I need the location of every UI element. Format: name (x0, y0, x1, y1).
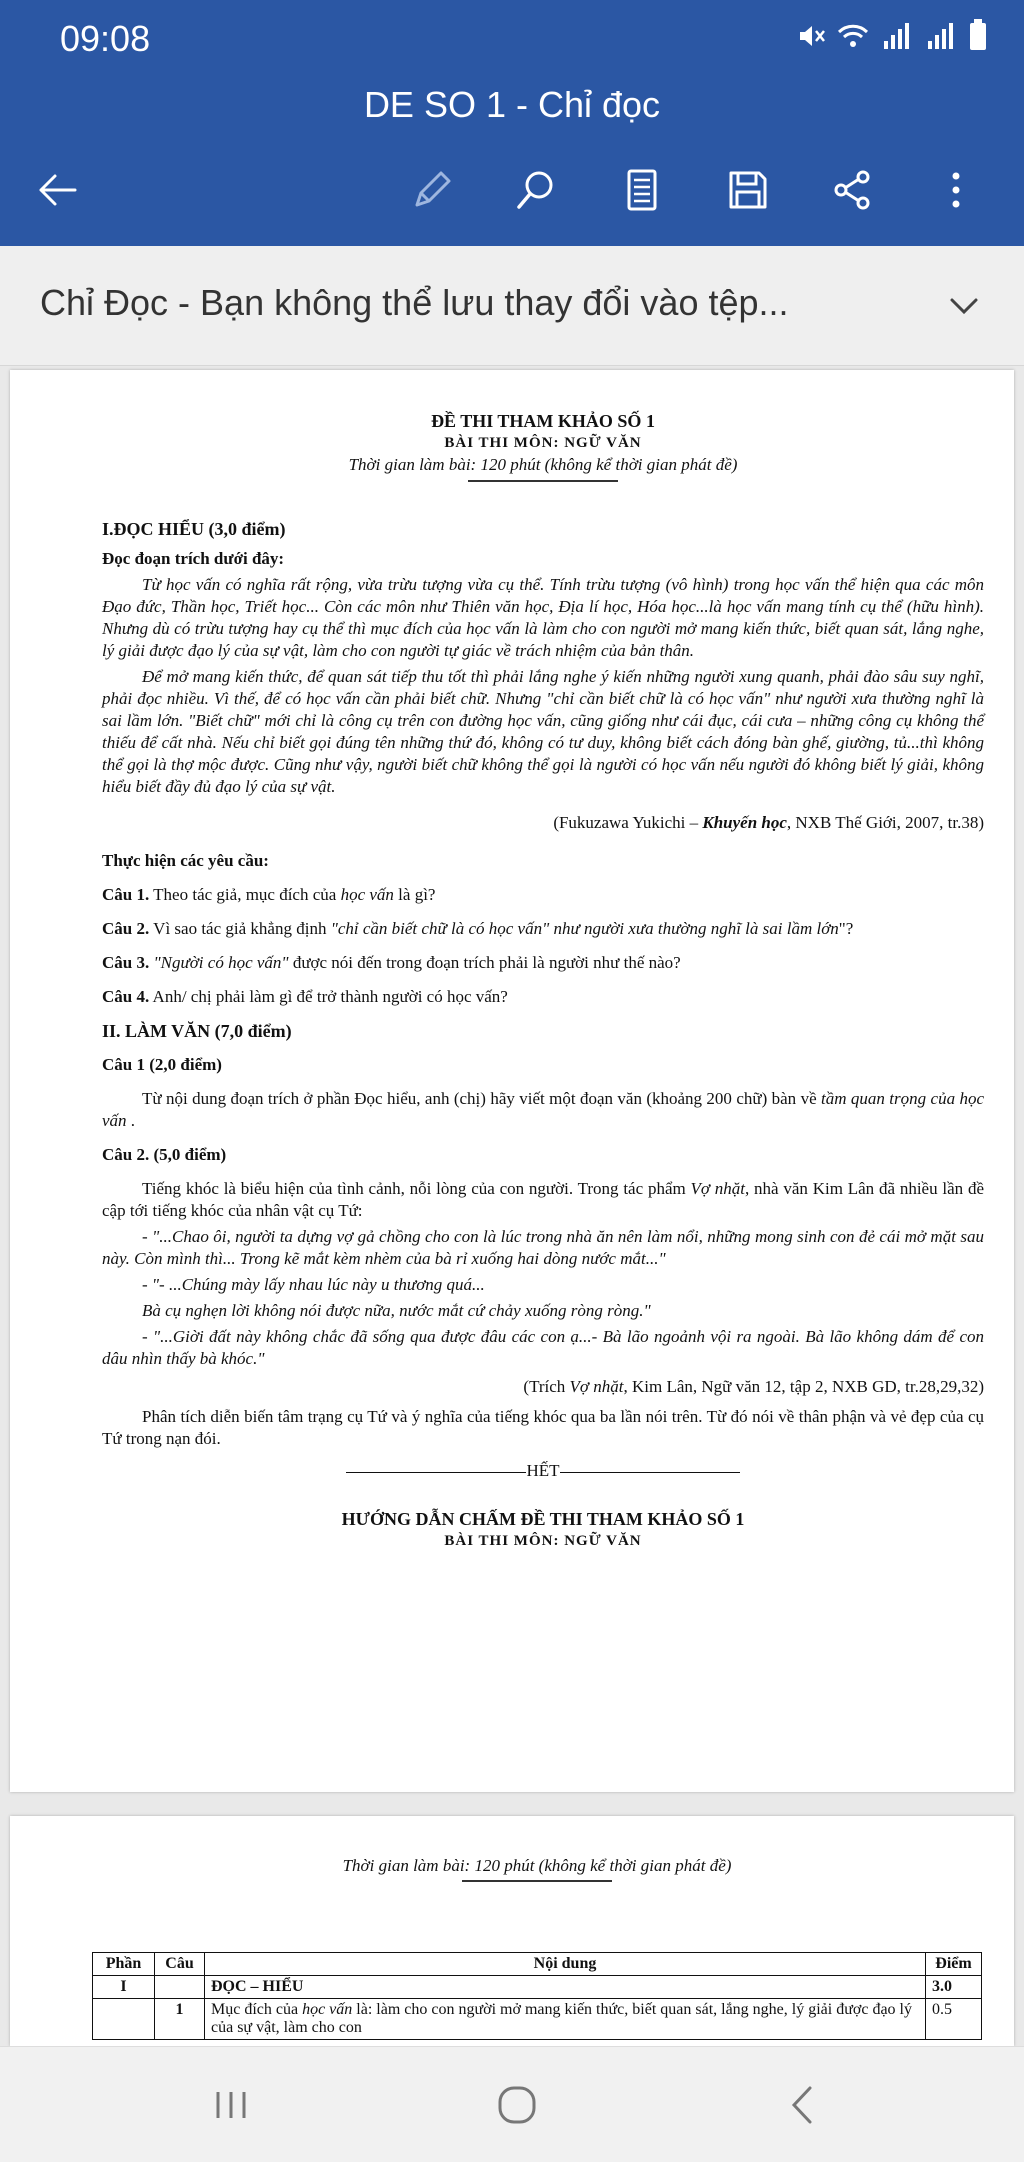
document-body (102, 406, 984, 1552)
chevron-down-icon[interactable] (944, 286, 984, 326)
cell-content-post: là: làm cho con người mở mang kiến thức, biết quan sát, lắng nghe, lý giải được đạo lý của sự vật, làm cho con (211, 2001, 912, 2036)
document-title: DE SO 1 - Chỉ đọc (363, 84, 661, 125)
table-row (93, 1999, 982, 2040)
writing-question-2-intro-end: , nhà văn Kim Lân đã nhiều lần đề cập tới tiếng khóc của nhân vật cụ Tứ: (102, 1179, 984, 1220)
divider (462, 1880, 612, 1882)
recent-apps-icon[interactable] (196, 2075, 266, 2135)
toolbar (0, 156, 1024, 226)
question-4-label: Câu 4. (102, 987, 150, 1006)
question-3-text: được nói đến trong đoạn trích phải là người như thế nào? (288, 953, 681, 972)
document-body-2 (92, 1856, 982, 2040)
cell-question (155, 1976, 205, 1999)
end-marker-text: HẾT (526, 1461, 560, 1480)
question-3-quote: "Người có học vấn" (149, 953, 289, 972)
quote-source-post: , Kim Lân, Ngữ văn 12, tập 2, NXB GD, tr.28,29,32) (623, 1377, 984, 1396)
col-question: Câu (155, 1953, 205, 1976)
cell-score: 0.5 (926, 1999, 982, 2040)
writing-question-1-topic: tầm quan trọng của học vấn (102, 1089, 985, 1130)
reading-view-icon[interactable] (614, 162, 670, 218)
search-icon[interactable] (508, 162, 564, 218)
battery-icon (968, 19, 988, 56)
question-2-end: "? (838, 919, 854, 938)
share-icon[interactable] (824, 162, 880, 218)
save-icon[interactable] (720, 162, 776, 218)
cell-question: 1 (155, 1999, 205, 2040)
readonly-message: Chỉ Đọc - Bạn không thể lưu thay đổi vào tệp... (40, 282, 789, 323)
writing-question-2-heading: Câu 2. (5,0 điểm) (102, 1145, 227, 1164)
writing-question-2-intro-text: Tiếng khóc là biểu hiện của tình cảnh, nỗi lòng của con người. Trong tác phẩm (142, 1179, 691, 1198)
status-time: 09:08 (60, 18, 151, 59)
passage-paragraph-1: Từ học vấn có nghĩa rất rộng, vừa trừu tượng vừa cụ thể. Tính trừu tượng (vô hình) trong học vấn thể hiện qua các môn Đạo đức, Thần học, Triết học... Còn các môn như Thiên văn học, Địa lí học, Hóa học...là học vấn mang tính cụ thể (hữu hình). Nhưng dù có trừu tượng hay cụ thể thì mục đích của học vấn là làm cho con người mở mang kiến thức, biết quan sát, lắng nghe, lý giải được đạo lý của sự vật, làm cho con người tự giác về trách nhiệm của bản thân. (102, 575, 984, 660)
quote-source (102, 1376, 984, 1398)
question-4-text: Anh/ chị phải làm gì để trở thành người có học vấn? (149, 987, 508, 1006)
question-1-term: học vấn (340, 885, 394, 904)
status-icons (796, 20, 988, 56)
cell-score: 3.0 (926, 1976, 982, 1999)
end-line-right (560, 1472, 740, 1473)
section-writing-heading: II. LÀM VĂN (7,0 điểm) (102, 1021, 292, 1041)
writing-question-1-end: . (126, 1111, 136, 1130)
wifi-icon (836, 21, 870, 56)
writing-question-2-work: Vợ nhặt (690, 1179, 745, 1198)
table-header-row (93, 1953, 982, 1976)
quote-1: - "...Chao ôi, người ta dựng vợ gả chồng cho con là lúc trong nhà ăn nên làm nổi, những mong sinh con đẻ cái mở mặt sau này. Còn mình thì... Trong kẽ mắt kèm nhèm của bà rỉ xuống hai dòng nước mắt..." (102, 1227, 984, 1268)
exam-time-note: Thời gian làm bài: 120 phút (không kể thời gian phát đề) (348, 455, 738, 474)
quote-3: Bà cụ nghẹn lời không nói được nữa, nước mắt cứ chảy xuống ròng ròng." (142, 1301, 651, 1320)
document-page-1[interactable] (10, 370, 1014, 1792)
divider (468, 480, 618, 482)
cell-content-pre: Mục đích của (211, 2001, 303, 2018)
grading-table (92, 1952, 982, 2040)
col-part: Phần (93, 1953, 155, 1976)
question-1 (102, 884, 984, 906)
question-2 (102, 918, 984, 940)
writing-question-2-intro (102, 1178, 984, 1222)
pencil-icon[interactable] (404, 162, 460, 218)
signal-icon (880, 21, 914, 56)
quote-4: - "...Giời đất này không chắc đã sống qua được đâu các con ạ...- Bà lão ngoảnh vội ra ngoài. Bà lão không dám để con dâu nhìn thấy bà khóc." (102, 1327, 984, 1368)
mute-icon (796, 21, 826, 56)
app-header (0, 0, 1024, 246)
question-3 (102, 952, 984, 974)
signal-icon-2 (924, 21, 958, 56)
col-content: Nội dung (205, 1953, 926, 1976)
question-3-label: Câu 3. (102, 953, 150, 972)
readonly-banner[interactable] (0, 246, 1024, 366)
exam-title: ĐỀ THI THAM KHẢO SỐ 1 (431, 411, 655, 431)
exam-subtitle: BÀI THI MÔN: NGỮ VĂN (444, 435, 642, 451)
cell-content-term: học vấn (302, 2001, 353, 2018)
writing-question-1-text (102, 1088, 984, 1132)
question-1-end: là gì? (393, 885, 436, 904)
question-1-label: Câu 1. (102, 885, 150, 904)
writing-question-1-prompt: Từ nội dung đoạn trích ở phần Đọc hiểu, anh (chị) hãy viết một đoạn văn (khoảng 200 chữ) bàn về (142, 1089, 822, 1108)
document-page-2[interactable] (10, 1816, 1014, 2046)
writing-question-2-task: Phân tích diễn biến tâm trạng cụ Tứ và ý nghĩa của tiếng khóc qua ba lần nói trên. Từ đó nói về thân phận và vẻ đẹp của cụ Tứ trong nạn đói. (102, 1407, 984, 1448)
quote-source-work: Vợ nhặt (569, 1377, 624, 1396)
home-icon[interactable] (482, 2075, 552, 2135)
guide-time-note: Thời gian làm bài: 120 phút (không kể thời gian phát đề) (342, 1856, 732, 1875)
system-nav-bar (0, 2046, 1024, 2162)
cell-part: I (93, 1976, 155, 1999)
cell-content (205, 1999, 926, 2040)
passage-paragraph-2: Để mở mang kiến thức, để quan sát tiếp thu tốt thì phải lắng nghe ý kiến những người xung quanh, phải đào sâu suy nghĩ, phải đọc nhiều. Vì thế, để có học vấn cần phải biết chữ. Nhưng "chỉ cần biết chữ là có học vấn" như người xưa thường nghĩ là sai lầm lớn. "Biết chữ" mới chỉ là công cụ trên con đường học vấn, cũng giống như cái đục, cái cưa – những công cụ không thể thiếu để cất nhà. Nếu chỉ biết gọi đúng tên những thứ đó, không có tư duy, không biết cách đóng bàn ghế, giường, tủ...thì không thể gọi là thợ mộc được. Cũng như vậy, người biết chữ không thể gọi là người có học vấn nếu người đó không biết lý giải, không hiểu biết đầy đủ đạo lý của sự vật. (102, 667, 984, 796)
status-bar (0, 0, 1024, 80)
writing-question-1-heading: Câu 1 (2,0 điểm) (102, 1055, 222, 1074)
end-marker (102, 1460, 984, 1482)
quote-source-pre: (Trích (523, 1377, 570, 1396)
col-score: Điểm (926, 1953, 982, 1976)
end-line-left (346, 1472, 526, 1473)
guide-title: HƯỚNG DẪN CHẤM ĐỀ THI THAM KHẢO SỐ 1 (341, 1509, 745, 1529)
requirements-label: Thực hiện các yêu cầu: (102, 851, 269, 870)
question-2-text: Vì sao tác giả khẳng định (149, 919, 331, 938)
passage-citation (102, 812, 984, 834)
cell-part (93, 1999, 155, 2040)
question-2-quote: "chỉ cần biết chữ là có học vấn" như người xưa thường nghĩ là sai lầm lớn (330, 919, 839, 938)
citation-book: Khuyến học (702, 813, 787, 832)
section-reading-heading: I.ĐỌC HIỂU (3,0 điểm) (102, 519, 286, 539)
citation-publisher: , NXB Thế Giới, 2007, tr.38) (786, 813, 984, 832)
question-1-text: Theo tác giả, mục đích của (149, 885, 341, 904)
citation-author: (Fukuzawa Yukichi – (553, 813, 703, 832)
quote-2: - "- ...Chúng mày lấy nhau lúc này u thương quá... (142, 1275, 485, 1294)
more-options-icon[interactable] (928, 162, 984, 218)
back-icon[interactable] (768, 2075, 838, 2135)
reading-instruction: Đọc đoạn trích dưới đây: (102, 549, 285, 568)
table-row (93, 1976, 982, 1999)
cell-content: ĐỌC – HIỂU (205, 1976, 926, 1999)
guide-subtitle: BÀI THI MÔN: NGỮ VĂN (444, 1533, 642, 1549)
back-arrow-icon[interactable] (30, 162, 86, 218)
question-4 (102, 986, 984, 1008)
question-2-label: Câu 2. (102, 919, 150, 938)
